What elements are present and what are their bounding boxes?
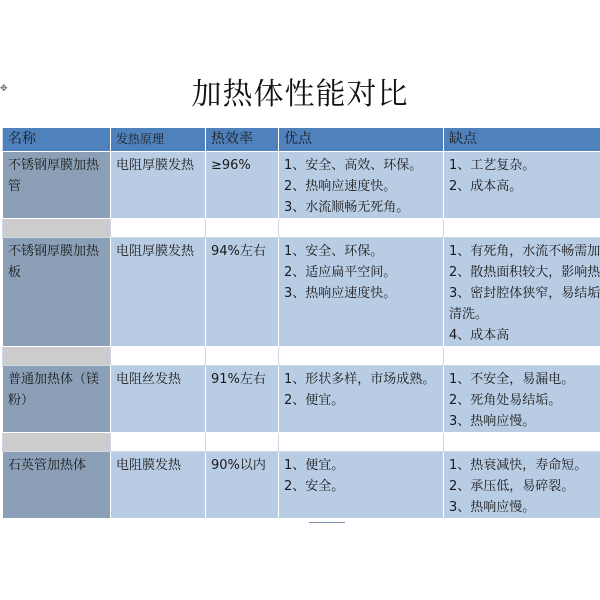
comparison-table xyxy=(2,127,600,519)
cons-line: 2、成本高。 xyxy=(449,179,523,194)
cell-cons xyxy=(444,452,600,519)
pros-line: 2、安全。 xyxy=(284,479,345,494)
cell-cons xyxy=(444,152,600,219)
cons-line: 1、不安全，易漏电。 xyxy=(449,372,575,387)
cell-principle: 电阻厚膜发热 xyxy=(111,152,206,219)
cons-line: 1、有死角，水流不畅需加 xyxy=(449,244,600,259)
cell-pros xyxy=(279,452,444,519)
cons-line: 3、密封腔体狭窄，易结垢 xyxy=(449,286,600,301)
cell-principle: 电阻丝发热 xyxy=(111,366,206,433)
table-row xyxy=(3,152,600,219)
header-name: 名称 xyxy=(3,128,111,152)
pros-line: 2、适应扁平空间。 xyxy=(284,265,397,280)
cons-line: 2、承压低，易碎裂。 xyxy=(449,479,575,494)
cell-name: 不锈钢厚膜加热管 xyxy=(3,152,111,219)
cell-efficiency: ≥96% xyxy=(206,152,279,219)
page-title: 加热体性能对比 xyxy=(191,77,409,112)
pros-line: 3、水流顺畅无死角。 xyxy=(284,200,410,215)
pros-line: 3、热响应速度快。 xyxy=(284,286,397,301)
header-pros: 优点 xyxy=(279,128,444,152)
cell-principle: 电阻膜发热 xyxy=(111,452,206,519)
pros-line: 1、安全、高效、环保。 xyxy=(284,158,423,173)
table-header-row xyxy=(3,128,600,152)
header-efficiency: 热效率 xyxy=(206,128,279,152)
cell-name: 普通加热体（镁粉） xyxy=(3,366,111,433)
pros-line: 2、便宜。 xyxy=(284,393,345,408)
cons-line: 3、热响应慢。 xyxy=(449,500,536,515)
table-row xyxy=(3,452,600,519)
cons-line: 清洗。 xyxy=(449,307,489,322)
cell-pros xyxy=(279,238,444,347)
cell-efficiency: 91%左右 xyxy=(206,366,279,433)
cell-pros xyxy=(279,366,444,433)
cell-name: 不锈钢厚膜加热板 xyxy=(3,238,111,347)
cell-cons xyxy=(444,366,600,433)
cell-efficiency: 94%左右 xyxy=(206,238,279,347)
pros-line: 1、安全、环保。 xyxy=(284,244,384,259)
cell-cons xyxy=(444,238,600,347)
cell-efficiency: 90%以内 xyxy=(206,452,279,519)
anchor-icon: ✥ xyxy=(0,84,8,94)
cell-name: 石英管加热体 xyxy=(3,452,111,519)
header-principle: 发热原理 xyxy=(111,128,206,152)
spacer-row xyxy=(3,347,600,366)
cell-pros xyxy=(279,152,444,219)
cons-line: 1、工艺复杂。 xyxy=(449,158,536,173)
cell-principle: 电阻厚膜发热 xyxy=(111,238,206,347)
table-row xyxy=(3,238,600,347)
divider xyxy=(309,522,345,523)
pros-line: 1、形状多样，市场成熟。 xyxy=(284,372,436,387)
spacer-row xyxy=(3,433,600,452)
table-row xyxy=(3,366,600,433)
cons-line: 3、热响应慢。 xyxy=(449,414,536,429)
cons-line: 2、死角处易结垢。 xyxy=(449,393,562,408)
spacer-row xyxy=(3,219,600,238)
header-cons: 缺点 xyxy=(444,128,600,152)
cons-line: 1、热衰减快，寿命短。 xyxy=(449,458,588,473)
pros-line: 2、热响应速度快。 xyxy=(284,179,397,194)
cons-line: 4、成本高 xyxy=(449,328,510,343)
pros-line: 1、便宜。 xyxy=(284,458,345,473)
cons-line: 2、散热面积较大，影响热 xyxy=(449,265,600,280)
